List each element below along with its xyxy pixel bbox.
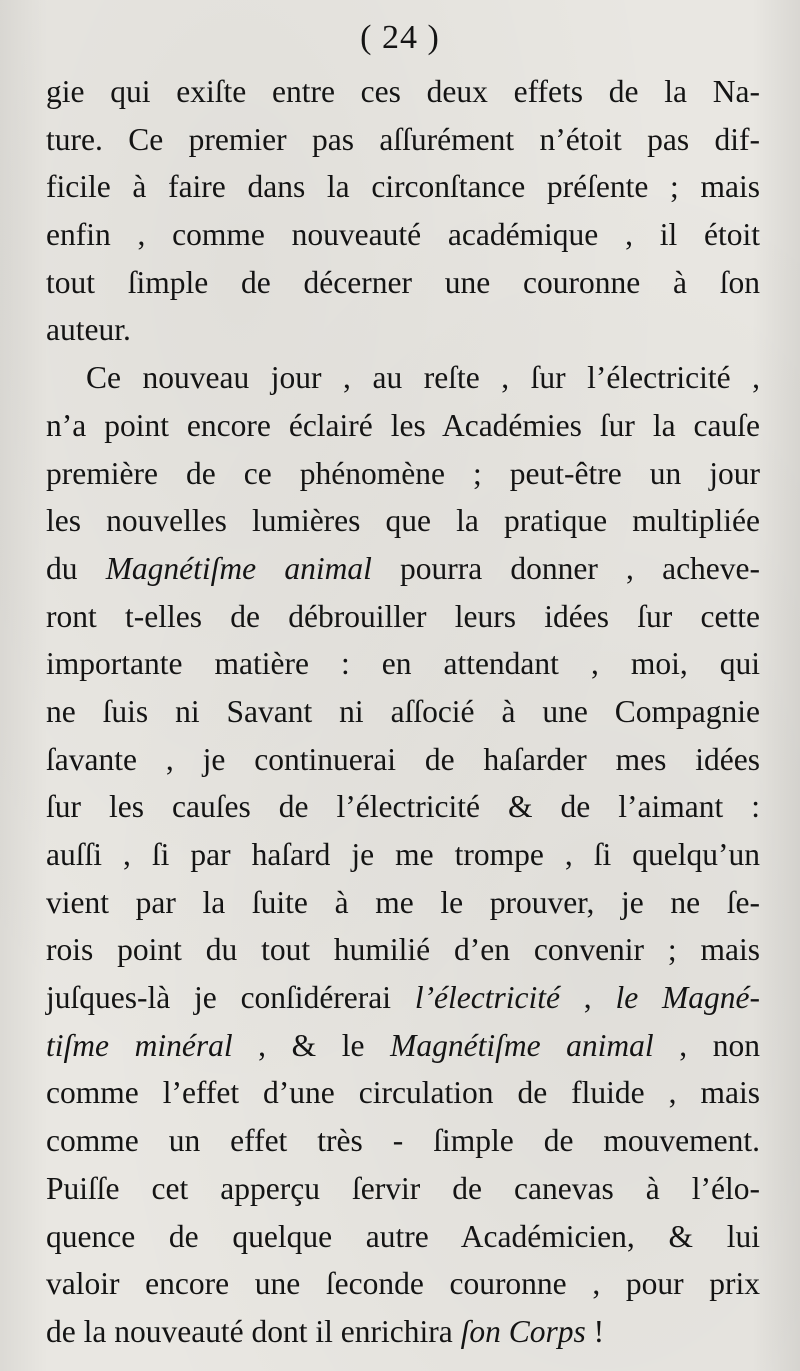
text-run: , — [559, 980, 616, 1016]
text-line — [46, 1308, 760, 1356]
italic-text: le Magné- — [615, 980, 761, 1016]
text-line: ne ſuis ni Savant ni aſſocié à une Compagnie — [46, 693, 760, 729]
text-run: de la nouveauté dont il enrichira — [46, 1313, 461, 1349]
italic-text: ſon Corps — [460, 1313, 586, 1349]
text-line: tout ſimple de décerner une couronne à ſon — [46, 264, 760, 300]
text-line: première de ce phénomène ; peut-être un jour — [46, 455, 760, 491]
text-line: valoir encore une ſeconde couronne , pour prix — [46, 1266, 760, 1302]
italic-text: Magnétiſme animal — [105, 550, 372, 586]
text-line: ficile à faire dans la circonſtance préſente ; mais — [46, 169, 760, 205]
text-line: vient par la ſuite à me le prouver, je ne ſe- — [46, 884, 760, 920]
text-run: ! — [585, 1313, 605, 1349]
text-line: Ce nouveau jour , au reſte , ſur l’électricité , — [86, 360, 760, 396]
italic-text: l’électricité — [414, 980, 560, 1016]
paragraph-2 — [46, 354, 760, 1355]
text-line: auſſi , ſi par haſard je me trompe , ſi quelqu’un — [46, 837, 760, 872]
text-run: pourra donner , acheve- — [371, 550, 760, 586]
paragraph-1 — [46, 68, 760, 354]
body-text — [46, 68, 760, 1356]
text-line — [46, 974, 760, 1022]
italic-text: Magnétiſme animal — [390, 1027, 654, 1063]
text-line: comme un effet très - ſimple de mouvement. — [46, 1123, 760, 1159]
text-run: , non — [653, 1027, 760, 1063]
text-run: , & le — [232, 1027, 391, 1063]
text-line: Puiſſe cet apperçu ſervir de canevas à l’élo- — [46, 1170, 760, 1206]
text-line — [46, 1022, 760, 1070]
text-line: ſavante , je continuerai de haſarder mes idées — [46, 741, 760, 777]
text-line: gie qui exiſte entre ces deux effets de la Na- — [46, 74, 760, 109]
text-line: rois point du tout humilié d’en convenir ; mais — [46, 932, 760, 968]
text-line: ture. Ce premier pas aſſurément n’étoit pas dif- — [46, 121, 760, 157]
text-line: importante matière : en attendant , moi, qui — [46, 646, 760, 682]
text-line: auteur. — [46, 312, 131, 348]
text-line: n’a point encore éclairé les Académies ſur la cauſe — [46, 407, 760, 443]
text-run: juſques-là je conſidérerai — [46, 980, 415, 1016]
italic-text: tiſme minéral — [46, 1027, 233, 1063]
text-line: comme l’effet d’une circulation de fluide , mais — [46, 1075, 760, 1111]
text-run: du — [46, 550, 106, 586]
page-number: ( 24 ) — [360, 19, 440, 56]
text-line: les nouvelles lumières que la pratique multipliée — [46, 503, 760, 539]
text-line: ront t-elles de débrouiller leurs idées ſur cette — [46, 598, 760, 634]
text-line: enfin , comme nouveauté académique , il étoit — [46, 217, 760, 253]
text-line — [46, 545, 760, 593]
text-line: quence de quelque autre Académicien, & lui — [46, 1218, 760, 1254]
text-line: ſur les cauſes de l’électricité & de l’aimant : — [46, 789, 760, 825]
